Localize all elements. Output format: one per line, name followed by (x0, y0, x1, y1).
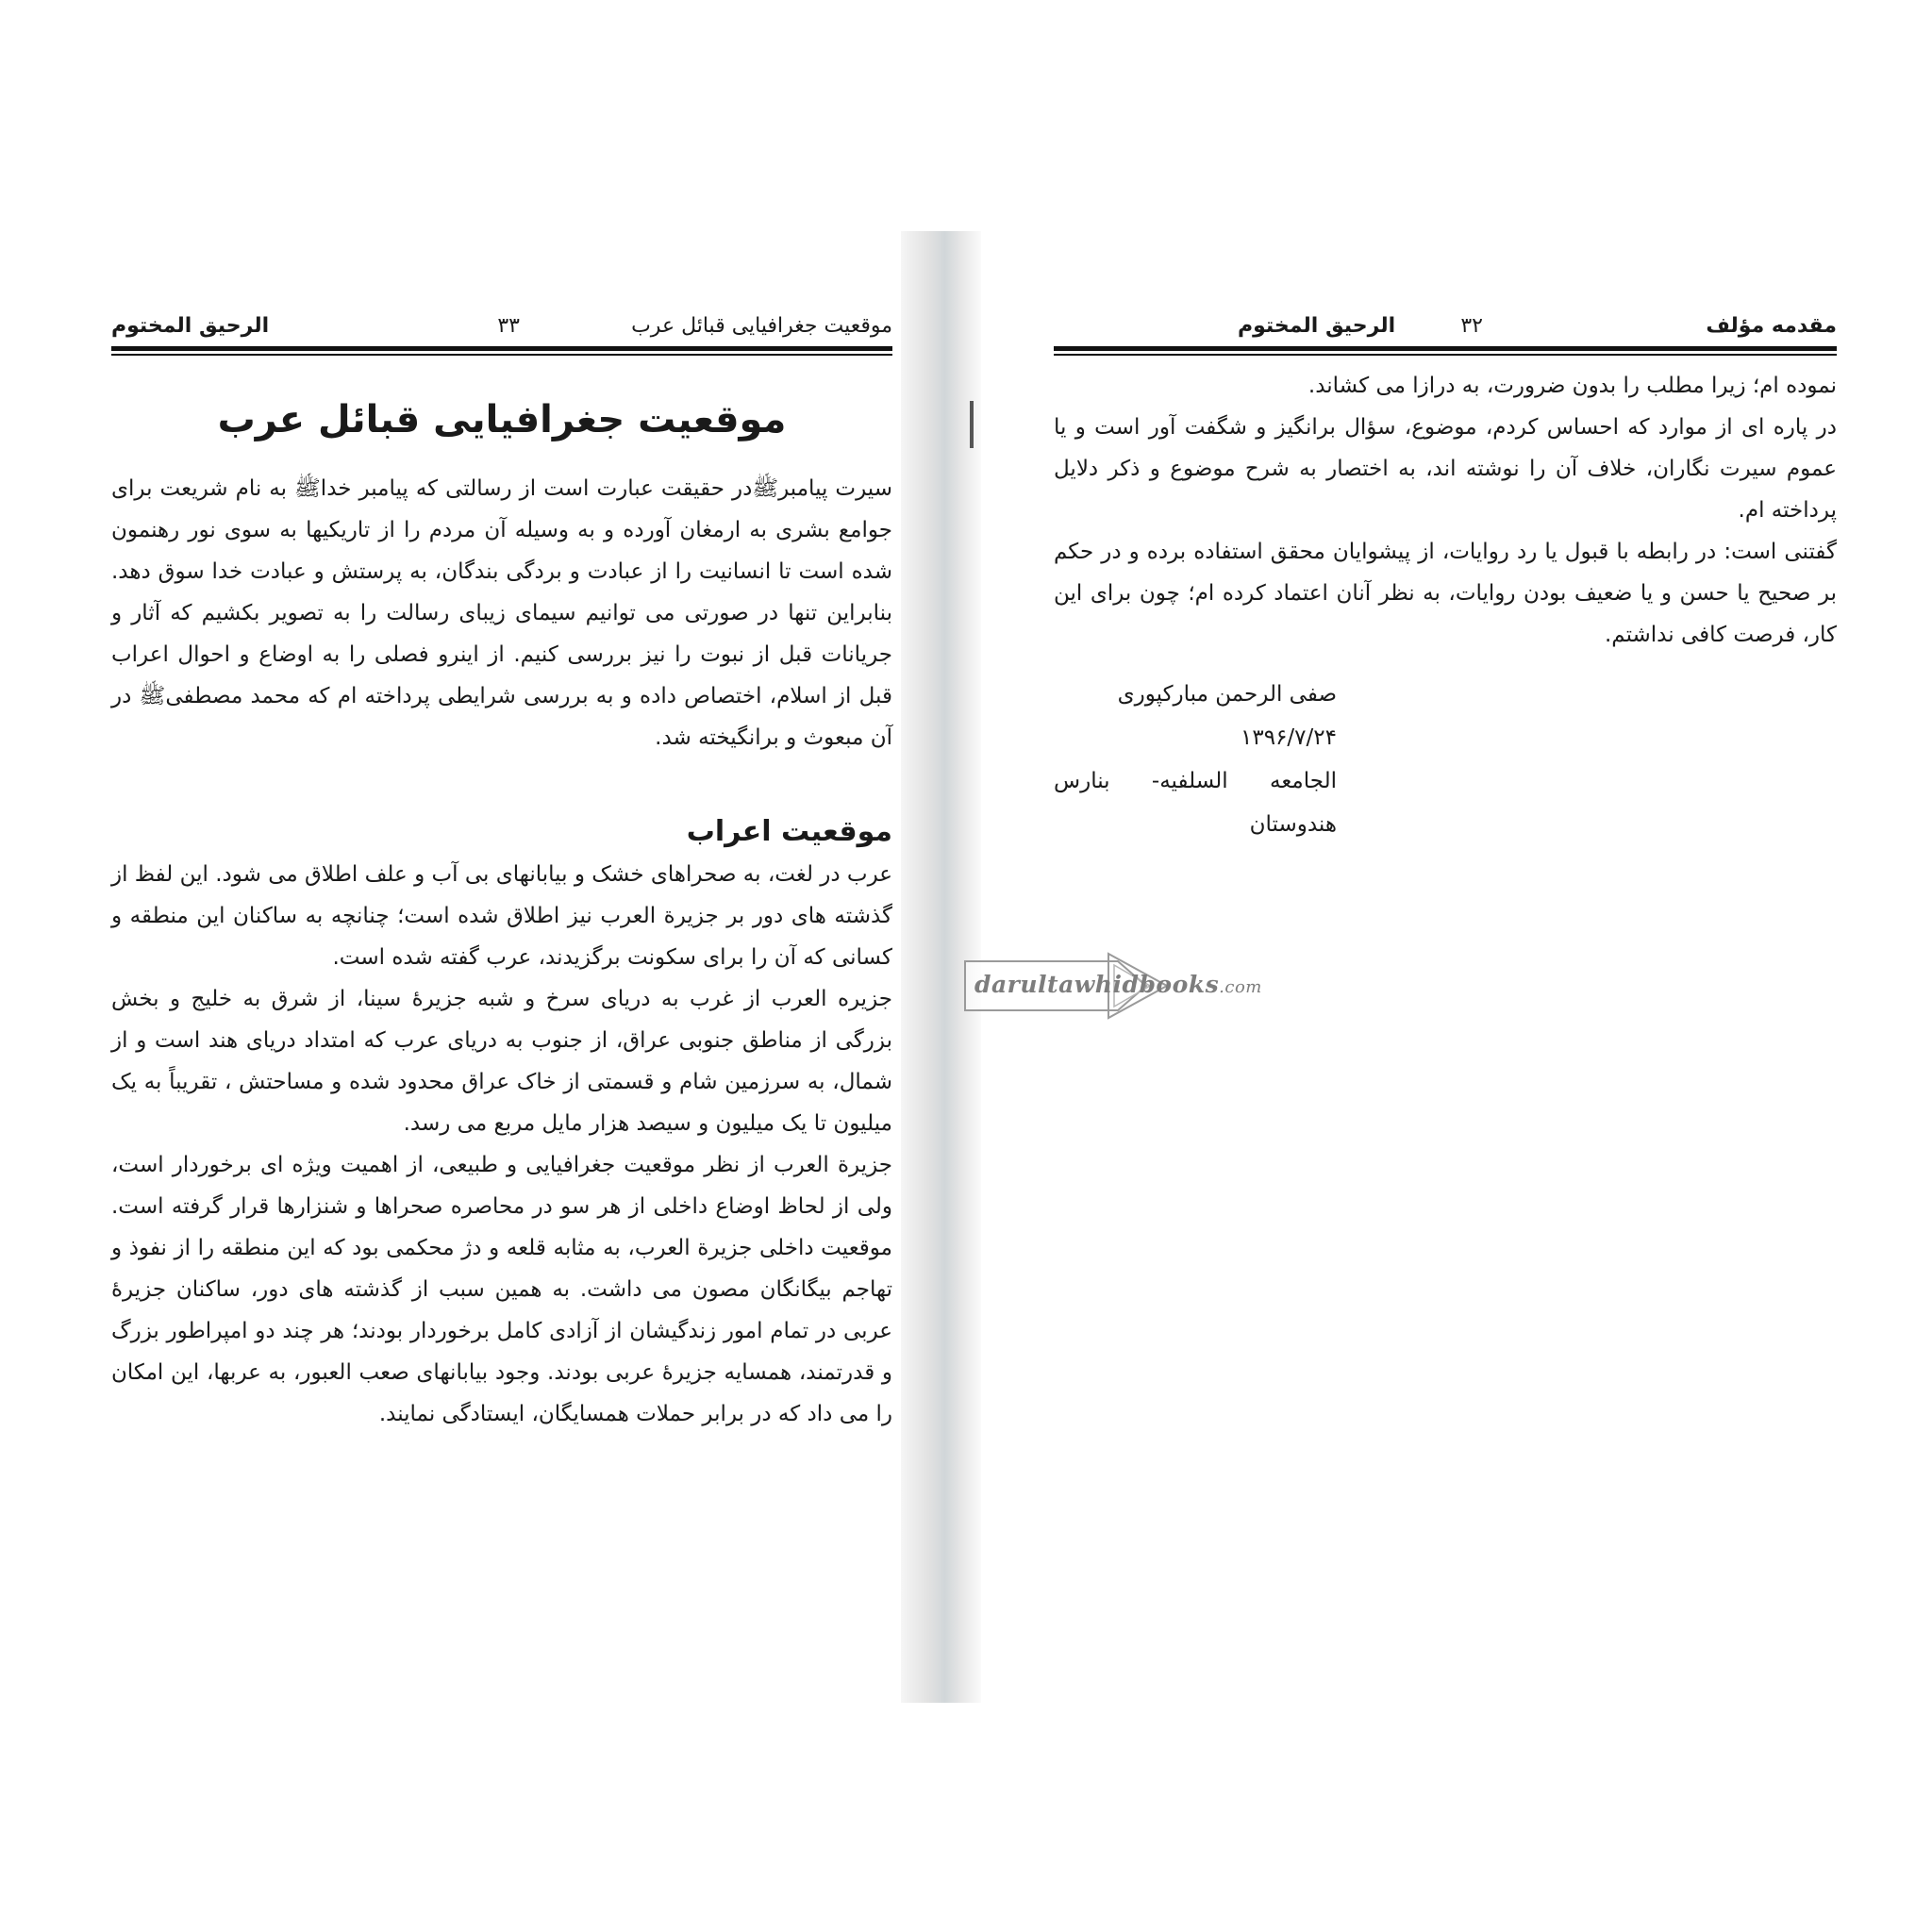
body-paragraph-1: عرب در لغت، به صحراهای خشک و بیابانهای بی آب و علف اطلاق می شود. این لفظ از گذشته های دور بر جزیرة العرب نیز اطلاق شده است؛ چنانچه به ساکنان این منطقه و کسانی که آن را برای سکونت برگزیدند، عرب گفته شده است. (111, 862, 892, 970)
signature-country: هندوستان (1249, 812, 1337, 837)
signature-place-2: السلفیه- (1151, 769, 1228, 793)
binding-mark (970, 401, 974, 448)
signature-place-1: الجامعه (1270, 769, 1337, 793)
signature-place (1054, 759, 1337, 803)
preface-paragraph-1: نموده ام؛ زیرا مطلب را بدون ضرورت، به درازا می کشاند. (1307, 374, 1837, 398)
watermark-suffix: .com (1219, 977, 1262, 997)
left-header-book-title: الرحیق المختوم (111, 314, 270, 338)
chapter-title: موقعیت جغرافیایی قبائل عرب (217, 398, 787, 441)
preface-paragraph-3: گفتنی است: در رابطه با قبول یا رد روایات، از پیشوایان محقق استفاده برده و در حکم بر صحیح یا حسن و یا ضعیف بودن روایات، به نظر آنان اعتماد کرده ام؛ چون برای این کار، فرصت کافی نداشتم. (1054, 540, 1837, 647)
right-header-rule-thick (1054, 346, 1837, 351)
left-header-rule-thick (111, 346, 892, 351)
right-header-book-title: الرحیق المختوم (1238, 314, 1396, 338)
watermark-domain: darultawhidbooks (974, 971, 1220, 998)
left-page (111, 307, 892, 1435)
right-page-header (1054, 307, 1837, 344)
body-paragraph-2: جزیره العرب از غرب به دریای سرخ و شبه جزیرۀ سینا، از شرق به خلیج و بخش بزرگی از مناطق جنوبی عراق، از جنوب به دریای عرب که امتداد دریای هند است و از شمال، به سرزمین شام و قسمتی از خاک عراق محدود شده و مساحتش ، تقریباً به یک میلیون تا یک میلیون و سیصد هزار مایل مربع می رسد. (111, 987, 892, 1136)
left-page-header (111, 307, 892, 344)
left-header-section: موقعیت جغرافیایی قبائل عرب (631, 314, 892, 338)
watermark-text (974, 971, 1262, 998)
intro-paragraph: سیرت پیامبرﷺدر حقیقت عبارت است از رسالتی که پیامبر خداﷺ به نام شریعت برای جوامع بشری به ارمغان آورده و به وسیله آن مردم را از تاریکیها به سوی نور رهنمون شده است تا انسانیت را از عبادت و بردگی بندگان، به پرستش و عبادت خدا سوق دهد. بنابراین تنها در صورتی می توانیم سیمای زیبای رسالت را به تصویر بکشیم که آثار و جریانات قبل از نبوت را نیز بررسی کنیم. از اینرو فصلی را به اوضاع و احوال اعراب قبل از اسلام، اختصاص داده و به بررسی شرایطی پرداخته ام که محمد مصطفیﷺ در آن مبعوث و برانگیخته شد. (111, 476, 892, 750)
preface-paragraph-2: در پاره ای از موارد که احساس کردم، موضوع، سؤال برانگیز و شگفت آور است و یا عموم سیرت نگاران، خلاف آن را نوشته اند، به اختصار به شرح موضوع و ذکر دلایل پرداخته ام. (1054, 415, 1837, 523)
signature-place-3: بنارس (1054, 769, 1110, 793)
right-header-page-number: ۳۲ (1460, 314, 1483, 338)
signature-date: ۱۳۹۶/۷/۲۴ (1241, 725, 1337, 750)
right-header-section: مقدمه مؤلف (1706, 314, 1837, 338)
right-page (1054, 307, 1837, 846)
author-signature (1054, 673, 1337, 846)
left-header-page-number: ۳۳ (497, 314, 520, 338)
signature-author: صفی الرحمن مبارکپوری (1117, 682, 1337, 707)
section-subtitle: موقعیت اعراب (686, 815, 892, 848)
body-paragraph-3: جزیرة العرب از نظر موقعیت جغرافیایی و طبیعی، از اهمیت ویژه ای برخوردار است، ولی از لحاظ اوضاع داخلی از هر سو در محاصره صحراها و شنزارها قرار گرفته است. موقعیت داخلی جزیرة العرب، به مثابه قلعه و دژ محکمی بود که این منطقه را از نفوذ و تهاجم بیگانگان مصون می داشت. به همین سبب از گذشته های دور، ساکنان جزیرۀ عربی در تمام امور زندگیشان از آزادی کامل برخوردار بودند؛ هر چند دو امپراطور بزرگ و قدرتمند، همسایه جزیرۀ عربی بودند. وجود بیابانهای صعب العبور، به عربها، این امکان را می داد که در برابر حملات همسایگان، ایستادگی نمایند. (111, 1153, 892, 1426)
left-header-rule-thin (111, 354, 892, 356)
watermark (958, 948, 1262, 1024)
